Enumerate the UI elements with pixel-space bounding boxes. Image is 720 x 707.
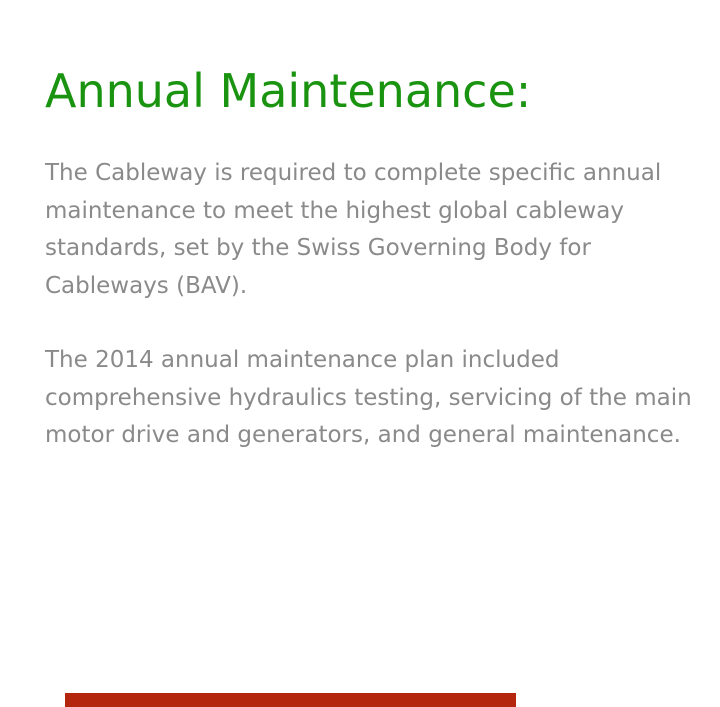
accent-bar xyxy=(65,693,516,707)
page-title: Annual Maintenance: xyxy=(45,64,532,118)
body-paragraph-2: The 2014 annual maintenance plan included comprehensive hydraulics testing, servicing of the main motor drive and generators, and general maintenance. xyxy=(45,347,692,448)
body-paragraph-1: The Cableway is required to complete specific annual maintenance to meet the highest global cableway standards, set by the Swiss Governing Body for Cableways (BAV). xyxy=(45,160,662,299)
